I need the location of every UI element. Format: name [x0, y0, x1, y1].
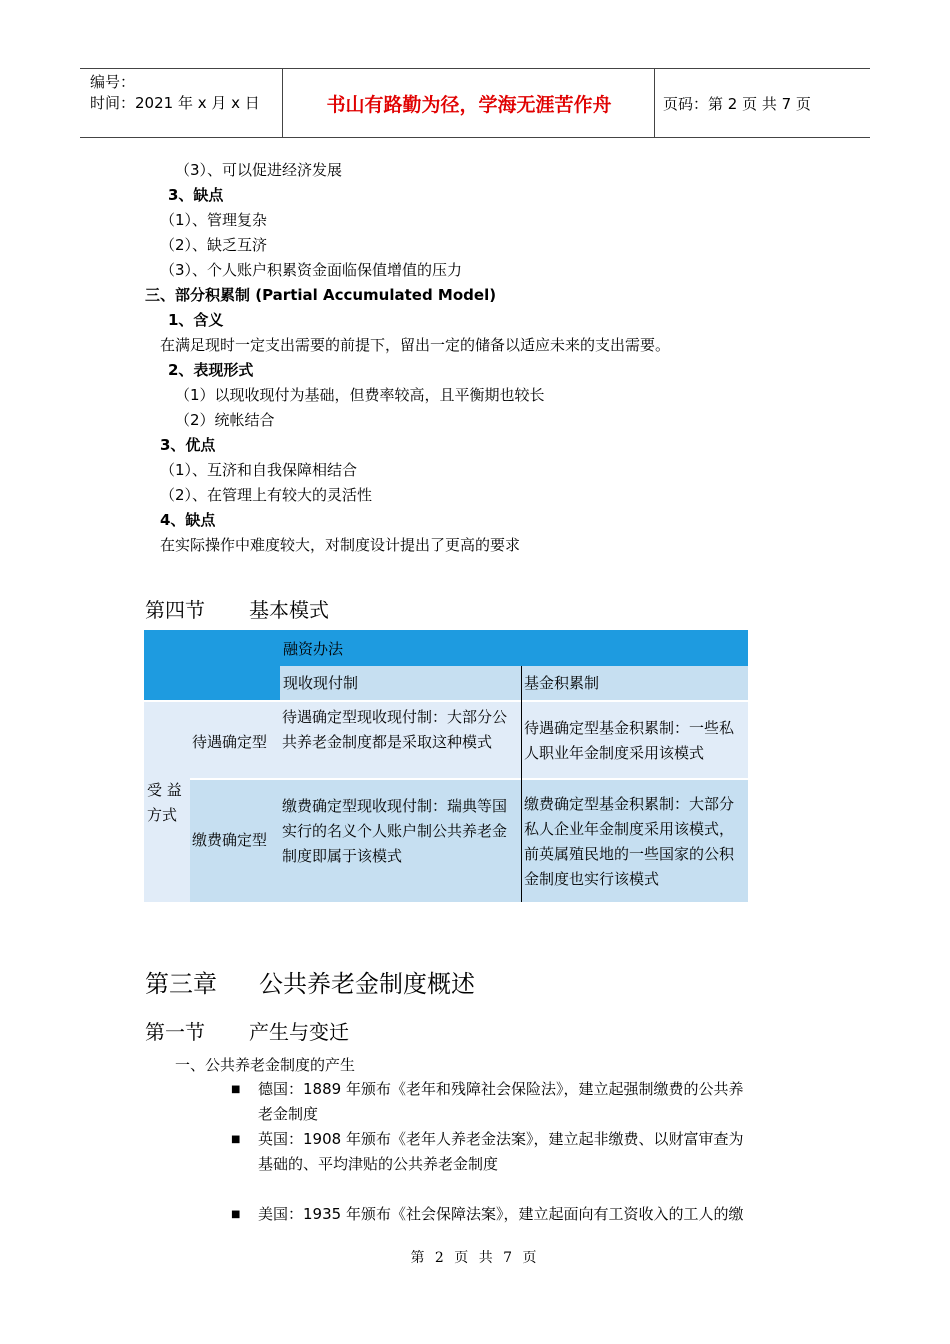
row-header-db: [190, 702, 280, 778]
cell-db-paygo: 待遇确定型现收现付制：大部分公共养老金制度都是采取这种模式: [280, 702, 522, 778]
body-heading: 1、含义: [168, 311, 224, 329]
row-dc-label: 缴费确定型: [192, 831, 268, 849]
number-label: 编号：: [90, 73, 136, 91]
body-heading: 3、优点: [160, 436, 216, 454]
subheading: 一、公共养老金制度的产生: [175, 1056, 356, 1074]
header-left-cell: [90, 72, 260, 114]
section-title: 基本模式: [249, 598, 329, 622]
page-header: [80, 68, 870, 138]
table-corner-cell: [144, 630, 280, 700]
body-line: （2）统帐结合: [175, 411, 275, 429]
header-motto: 书山有路勤为径，学海无涯苦作舟: [326, 93, 612, 116]
bullet-text: 基础的、平均津贴的公共养老金制度: [258, 1155, 499, 1173]
body-line: （3）、可以促进经济发展: [175, 161, 343, 179]
section-heading: [145, 594, 329, 623]
cell-dc-paygo: 缴费确定型现收现付制：瑞典等国实行的名义个人账户制公共养老金制度即属于该模式: [280, 780, 522, 902]
body-line: （1）、互济和自我保障相结合: [160, 461, 358, 479]
body-heading: 3、缺点: [168, 186, 224, 204]
body-heading: 2、表现形式: [168, 361, 254, 379]
body-line: （2）、在管理上有较大的灵活性: [160, 486, 373, 504]
col-paygo-label: 现收现付制: [283, 674, 359, 692]
section-number: 第四节: [145, 598, 205, 622]
body-line: 在满足现时一定支出需要的前提下，留出一定的储备以适应未来的支出需要。: [160, 336, 671, 354]
body-line: 在实际操作中难度较大，对制度设计提出了更高的要求: [160, 536, 521, 554]
bullet-text: 德国：1889 年颁布《老年和残障社会保险法》，建立起强制缴费的公共养: [258, 1080, 744, 1098]
cell-dc-funded: 缴费确定型基金积累制：大部分私人企业年金制度采用该模式，前英属殖民地的一些国家的公积金制度也实行该模式: [522, 780, 748, 902]
body-heading: 4、缺点: [160, 511, 216, 529]
body-line: （1）、管理复杂: [160, 211, 268, 229]
col-header-funded: [522, 666, 748, 700]
body-line: （1）以现收现付为基础，但费率较高，且平衡期也较长: [175, 386, 545, 404]
row-header-dc: [190, 780, 280, 902]
bullet-icon: ■: [231, 1084, 241, 1095]
chapter-number: 第三章: [145, 970, 217, 998]
cell-db-funded: 待遇确定型基金积累制：一些私人职业年金制度采用该模式: [522, 702, 748, 778]
body-line: （3）、个人账户积累资金面临保值增值的压力: [160, 261, 463, 279]
financing-header-cell: [280, 630, 748, 666]
col-funded-label: 基金积累制: [524, 674, 600, 692]
basic-model-table: [144, 630, 748, 902]
section-heading: [145, 1016, 349, 1045]
chapter-heading: [145, 964, 475, 999]
row-group-label: [144, 702, 190, 902]
bullet-text: 美国：1935 年颁布《社会保障法案》，建立起面向有工资收入的工人的缴: [258, 1205, 744, 1223]
chapter-title: 公共养老金制度概述: [259, 970, 475, 998]
section-title: 产生与变迁: [249, 1020, 349, 1044]
table-divider: [521, 666, 522, 902]
bullet-icon: ■: [231, 1134, 241, 1145]
col-header-paygo: [280, 666, 522, 700]
body-line: （2）、缺乏互济: [160, 236, 268, 254]
body-heading: 三、部分积累制 (Partial Accumulated Model): [145, 286, 497, 304]
bullet-text: 老金制度: [258, 1105, 319, 1123]
bullet-text: 英国：1908 年颁布《老年人养老金法案》，建立起非缴费、以财富审查为: [258, 1130, 744, 1148]
row-group-text: 受 益方式: [147, 781, 182, 824]
page-footer: 第 2 页 共 7 页: [410, 1250, 540, 1266]
time-label: 时间：2021 年 x 月 x 日: [90, 94, 260, 112]
row-db-label: 待遇确定型: [192, 733, 268, 751]
financing-header: 融资办法: [283, 640, 344, 658]
section-number: 第一节: [145, 1020, 205, 1044]
header-divider: [654, 69, 655, 137]
bullet-icon: ■: [231, 1209, 241, 1220]
header-page-info: 页码：第 2 页 共 7 页: [663, 94, 811, 113]
